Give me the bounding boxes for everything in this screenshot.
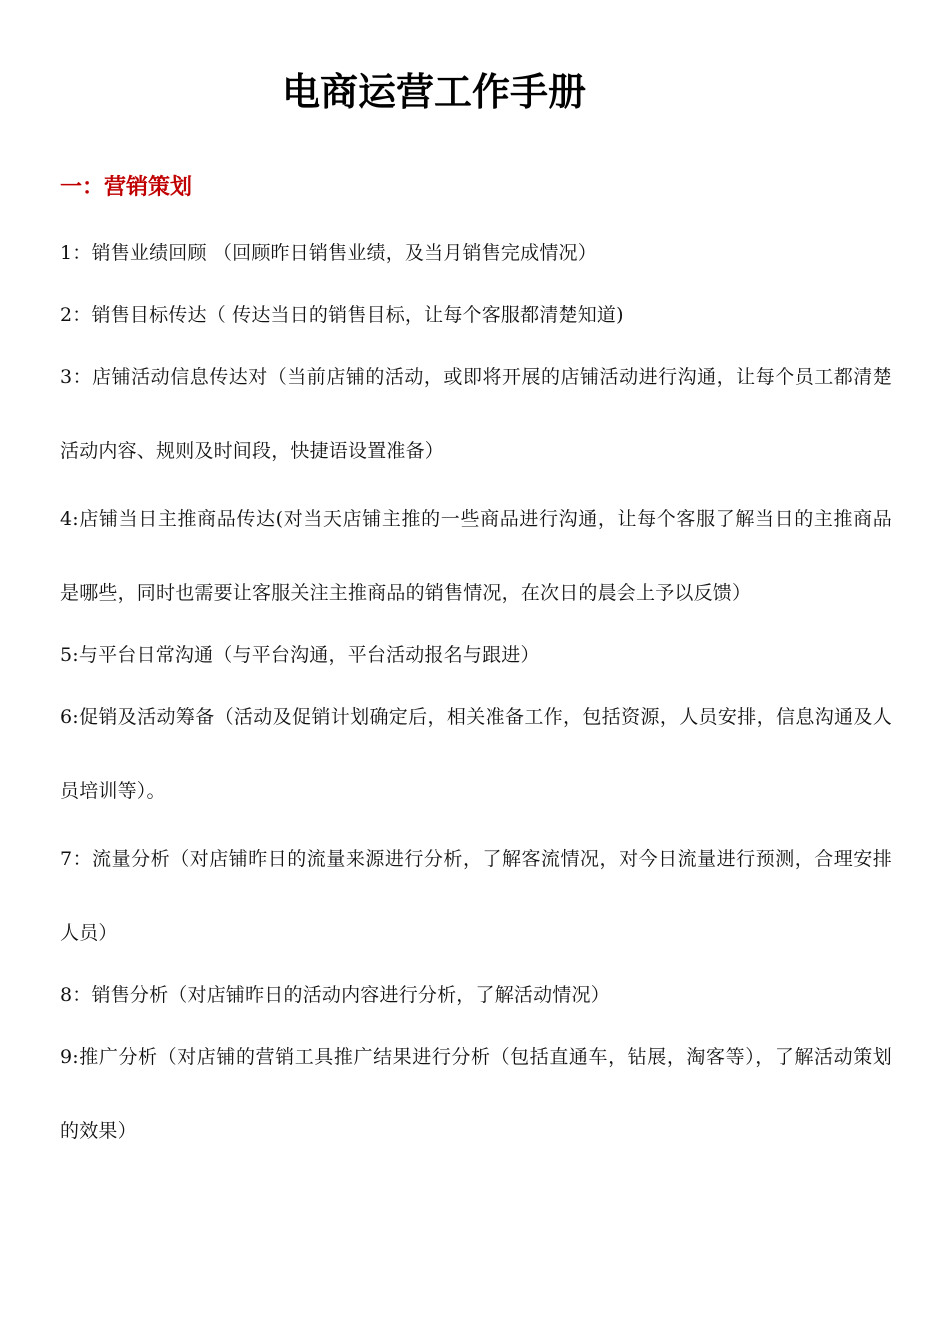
list-item: 4:店铺当日主推商品传达(对当天店铺主推的一些商品进行沟通，让每个客服了解当日的主推商品是哪些，同时也需要让客服关注主推商品的销售情况，在次日的晨会上予以反馈）: [60, 508, 892, 604]
list-item: 5:与平台日常沟通（与平台沟通，平台活动报名与跟进）: [60, 644, 540, 666]
list-item: 7：流量分析（对店铺昨日的流量来源进行分析，了解客流情况，对今日流量进行预测，合理安排人员）: [60, 848, 892, 944]
section-body: [60, 222, 892, 1162]
list-item: 6:促销及活动筹备（活动及促销计划确定后，相关准备工作，包括资源，人员安排，信息沟通及人员培训等）。: [60, 706, 892, 802]
section-heading-marketing: 一：营销策划: [60, 175, 193, 200]
list-item: 2：销售目标传达（ 传达当日的销售目标，让每个客服都清楚知道): [60, 304, 624, 326]
list-item: 3：店铺活动信息传达对（当前店铺的活动，或即将开展的店铺活动进行沟通，让每个员工都清楚活动内容、规则及时间段，快捷语设置准备）: [60, 366, 892, 462]
list-item: 1：销售业绩回顾 （回顾昨日销售业绩，及当月销售完成情况）: [60, 242, 597, 264]
list-item: 9:推广分析（对店铺的营销工具推广结果进行分析（包括直通车，钻展，淘客等），了解活动策划的效果）: [60, 1046, 892, 1142]
list-item: 8：销售分析（对店铺昨日的活动内容进行分析，了解活动情况）: [60, 984, 610, 1006]
document-title: 电商运营工作手册: [281, 70, 586, 114]
